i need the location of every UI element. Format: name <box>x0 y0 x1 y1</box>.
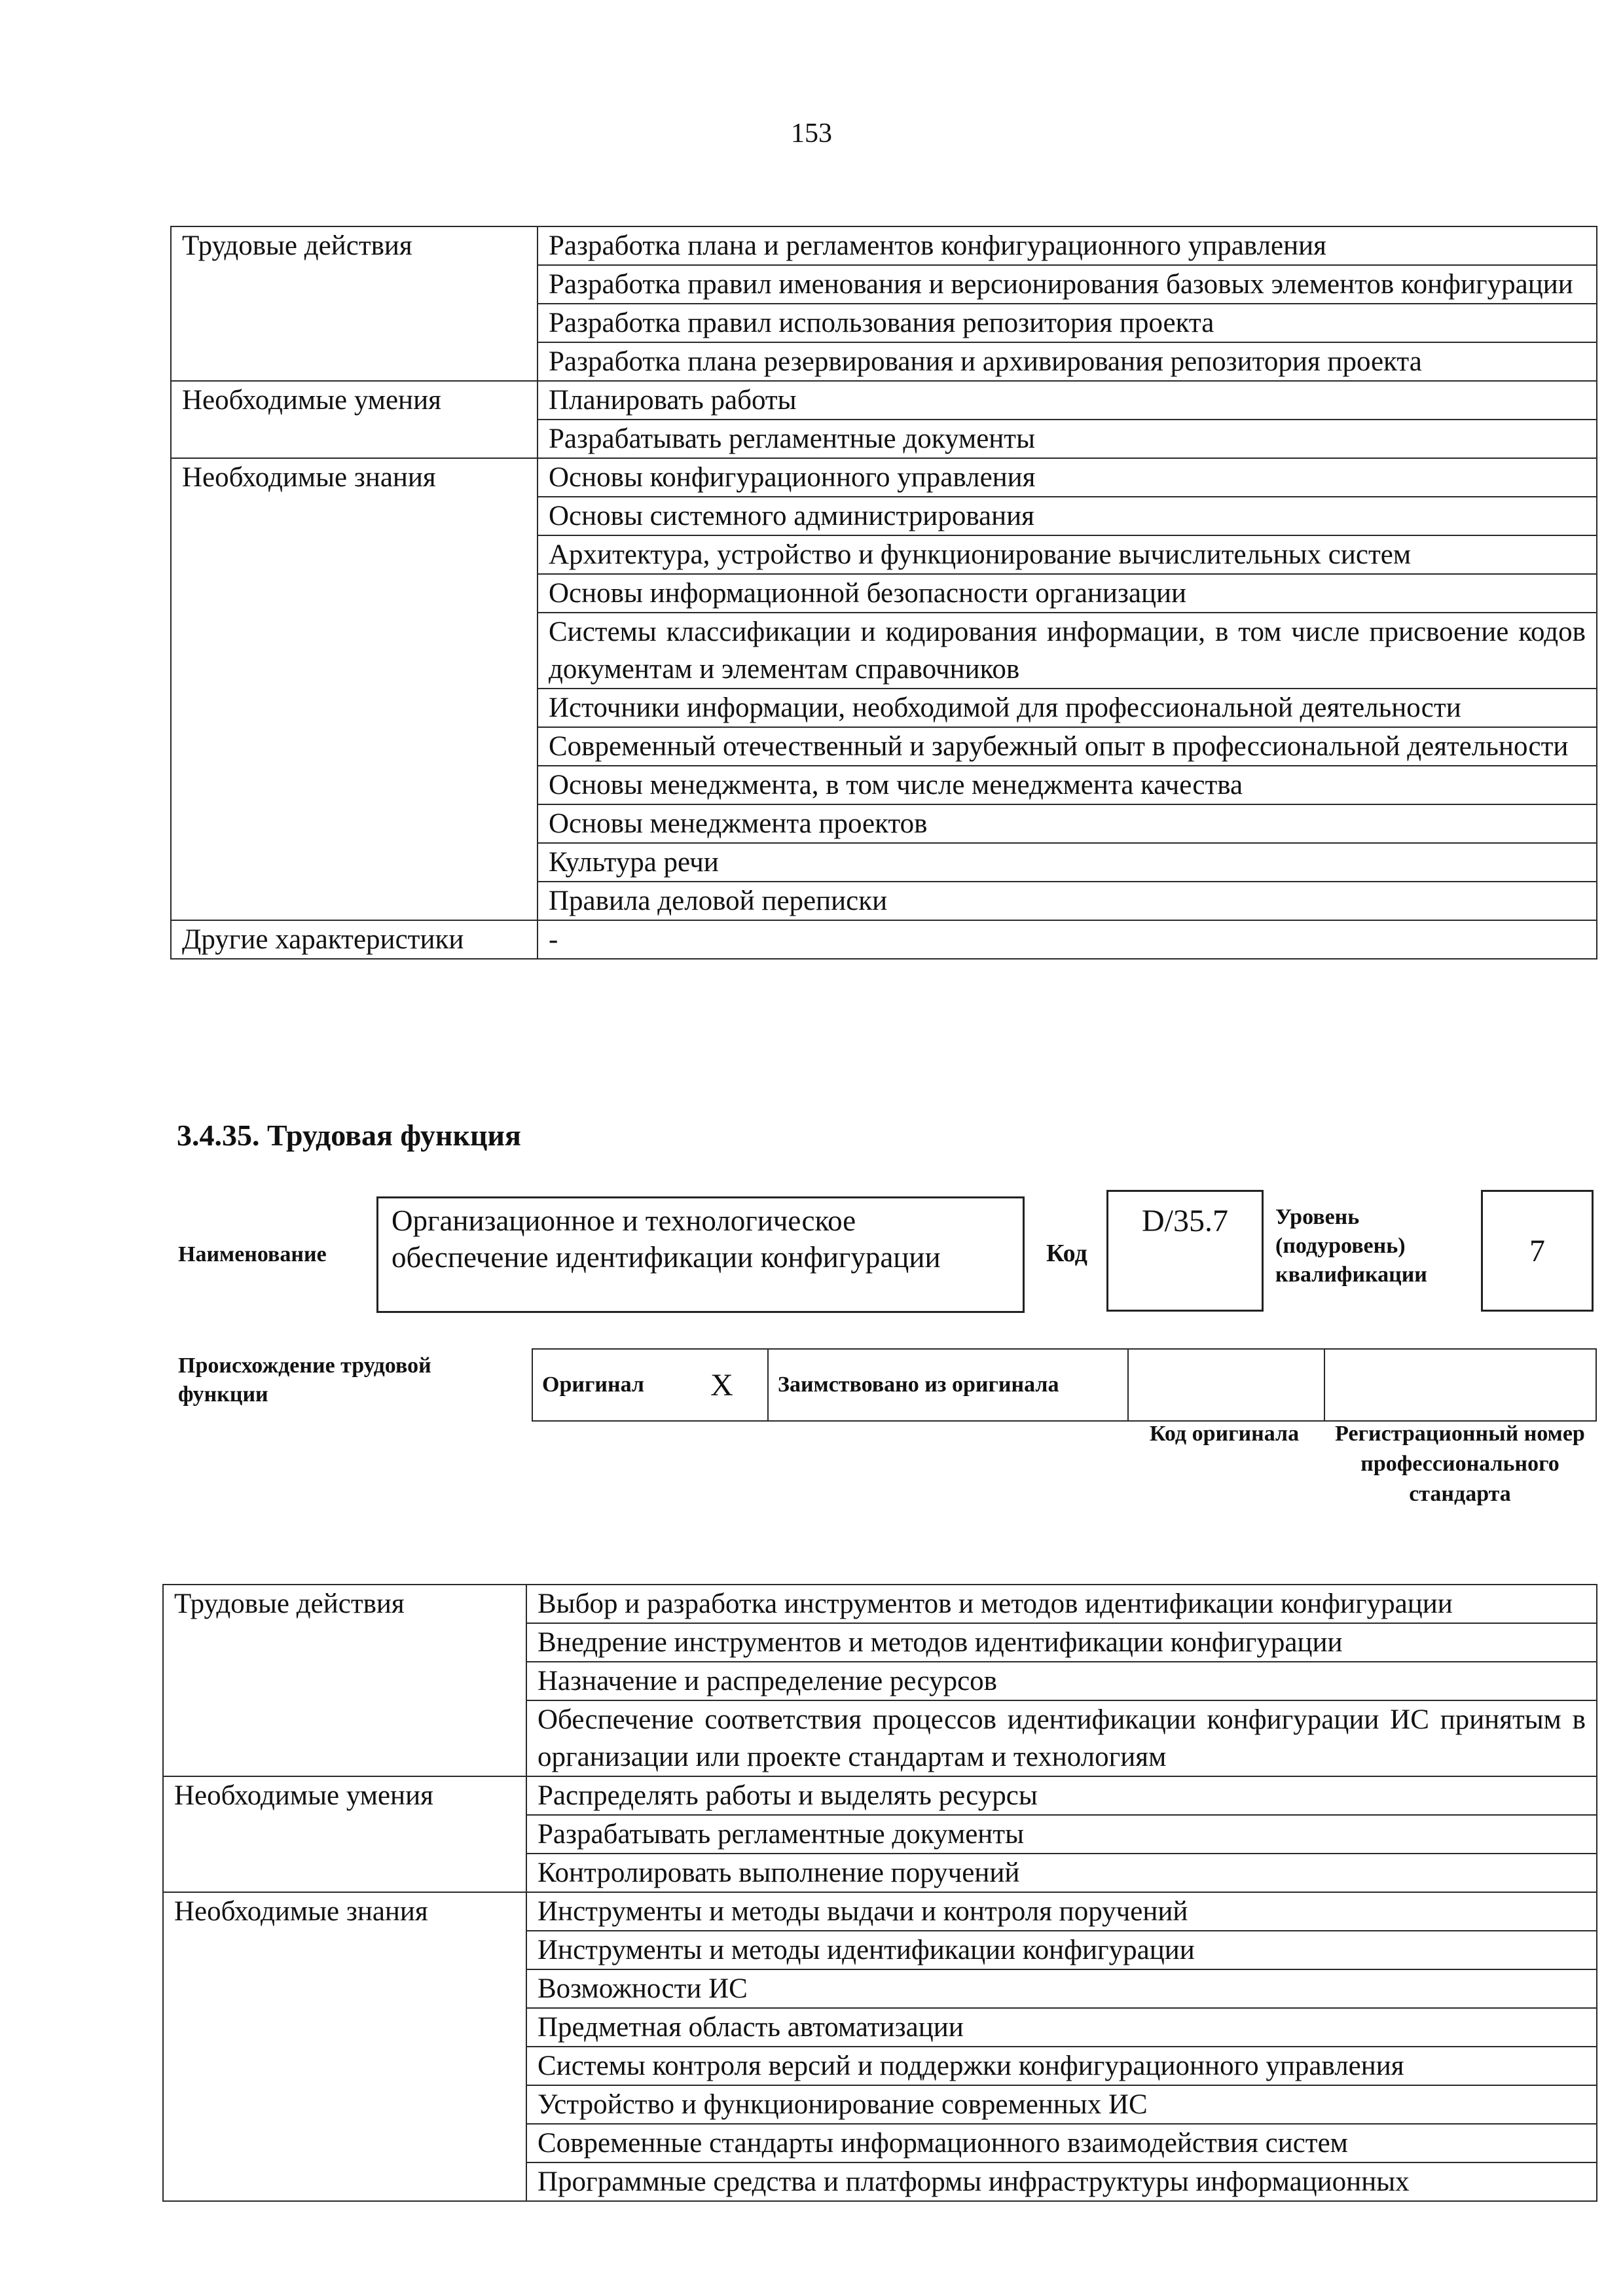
table-row <box>171 920 1597 959</box>
item-cell: Основы менеджмента проектов <box>538 804 1597 843</box>
item-cell: Назначение и распределение ресурсов <box>526 1662 1597 1700</box>
item-cell: Разработка плана резервирования и архивирования репозитория проекта <box>538 342 1597 381</box>
table-row <box>171 766 1597 804</box>
item-cell: Современные стандарты информационного взаимодействия систем <box>526 2124 1597 2162</box>
borrowed-label: Заимствовано из оригинала <box>768 1349 1128 1421</box>
item-cell: Основы информационной безопасности организации <box>538 574 1597 613</box>
original-mark: X <box>676 1349 768 1421</box>
table-row <box>163 1623 1597 1662</box>
category-cell <box>171 804 538 843</box>
item-cell: Системы классификации и кодирования информации, в том числе присвоение кодов документам и элементам справочников <box>538 613 1597 689</box>
qualification-level-label: Уровень (подуровень) квалификации <box>1275 1205 1427 1287</box>
table-row <box>171 265 1597 304</box>
table-row <box>171 613 1597 689</box>
category-cell <box>163 1700 526 1776</box>
category-cell <box>163 1931 526 1969</box>
page-number: 153 <box>791 118 832 149</box>
table-row <box>171 689 1597 727</box>
category-cell <box>171 613 538 689</box>
category-cell <box>163 1623 526 1662</box>
name-label: Наименование <box>178 1242 327 1266</box>
category-cell <box>163 1815 526 1854</box>
category-cell <box>163 2124 526 2162</box>
registration-number-cell <box>1324 1349 1596 1421</box>
category-cell <box>163 2047 526 2085</box>
item-cell: Внедрение инструментов и методов идентификации конфигурации <box>526 1623 1597 1662</box>
item-cell: Возможности ИС <box>526 1969 1597 2008</box>
table-row <box>163 1700 1597 1776</box>
category-cell: Трудовые действия <box>163 1585 526 1623</box>
item-cell: Разрабатывать регламентные документы <box>526 1815 1597 1854</box>
table-row <box>163 1892 1597 1931</box>
category-cell: Необходимые знания <box>163 1892 526 1931</box>
category-cell <box>171 342 538 381</box>
category-cell: Другие характеристики <box>171 920 538 959</box>
item-cell: Предметная область автоматизации <box>526 2008 1597 2047</box>
table-row <box>163 2047 1597 2085</box>
table-row <box>171 727 1597 766</box>
original-code-caption: Код оригинала <box>1149 1422 1300 1446</box>
category-cell <box>163 2085 526 2124</box>
table-row <box>171 304 1597 342</box>
item-cell: Планировать работы <box>538 381 1597 420</box>
table-row <box>163 2085 1597 2124</box>
item-cell: Выбор и разработка инструментов и методов идентификации конфигурации <box>526 1585 1597 1623</box>
table-row <box>171 226 1597 265</box>
category-cell <box>163 1969 526 2008</box>
table-row <box>171 420 1597 458</box>
category-cell <box>171 882 538 920</box>
category-cell <box>171 497 538 535</box>
category-cell: Необходимые умения <box>171 381 538 420</box>
registration-number-caption: Регистрационный номер профессионального стандарта <box>1335 1422 1585 1506</box>
table-row <box>163 2124 1597 2162</box>
item-cell: Распределять работы и выделять ресурсы <box>526 1776 1597 1815</box>
item-cell: Разрабатывать регламентные документы <box>538 420 1597 458</box>
table-row <box>163 1815 1597 1854</box>
category-cell <box>171 265 538 304</box>
item-cell: Культура речи <box>538 843 1597 882</box>
item-cell: Современный отечественный и зарубежный опыт в профессиональной деятельности <box>538 727 1597 766</box>
table-row <box>171 882 1597 920</box>
function-code-box: D/35.7 <box>1106 1190 1264 1312</box>
item-cell: Обеспечение соответствия процессов идентификации конфигурации ИС принятым в организации или проекте стандартам и технологиям <box>526 1700 1597 1776</box>
table-row <box>171 535 1597 574</box>
table-row <box>163 2162 1597 2201</box>
category-cell <box>171 843 538 882</box>
item-cell: - <box>538 920 1597 959</box>
item-cell: Системы контроля версий и поддержки конфигурационного управления <box>526 2047 1597 2085</box>
category-cell <box>163 2162 526 2201</box>
table-row <box>171 497 1597 535</box>
table-row <box>171 804 1597 843</box>
origin-table <box>532 1348 1597 1422</box>
origin-label: Происхождение трудовой функции <box>178 1354 431 1407</box>
item-cell: Разработка правил именования и версионирования базовых элементов конфигурации <box>538 265 1597 304</box>
table-row <box>163 1585 1597 1623</box>
table-row <box>163 1931 1597 1969</box>
category-cell <box>171 420 538 458</box>
table-row <box>163 1776 1597 1815</box>
item-cell: Архитектура, устройство и функционирование вычислительных систем <box>538 535 1597 574</box>
requirements-table-2 <box>162 1584 1597 2202</box>
category-cell <box>163 2008 526 2047</box>
category-cell: Необходимые знания <box>171 458 538 497</box>
item-cell: Инструменты и методы выдачи и контроля поручений <box>526 1892 1597 1931</box>
table-row <box>163 2008 1597 2047</box>
item-cell: Контролировать выполнение поручений <box>526 1854 1597 1892</box>
table-row <box>163 1854 1597 1892</box>
item-cell: Основы конфигурационного управления <box>538 458 1597 497</box>
category-cell <box>171 766 538 804</box>
category-cell: Трудовые действия <box>171 226 538 265</box>
table-row <box>171 843 1597 882</box>
original-code-cell <box>1128 1349 1324 1421</box>
item-cell: Основы системного администрирования <box>538 497 1597 535</box>
item-cell: Устройство и функционирование современных ИС <box>526 2085 1597 2124</box>
table-row <box>171 574 1597 613</box>
item-cell: Основы менеджмента, в том числе менеджмента качества <box>538 766 1597 804</box>
category-cell <box>171 574 538 613</box>
table-row <box>171 458 1597 497</box>
category-cell <box>171 727 538 766</box>
table-row <box>171 342 1597 381</box>
code-label: Код <box>1046 1240 1087 1267</box>
section-heading: 3.4.35. Трудовая функция <box>177 1119 521 1152</box>
category-cell <box>171 304 538 342</box>
item-cell: Программные средства и платформы инфраструктуры информационных <box>526 2162 1597 2201</box>
category-cell <box>171 535 538 574</box>
item-cell: Источники информации, необходимой для профессиональной деятельности <box>538 689 1597 727</box>
item-cell: Правила деловой переписки <box>538 882 1597 920</box>
function-name-box: Организационное и технологическое обеспечение идентификации конфигурации <box>376 1196 1025 1313</box>
original-label: Оригинал <box>532 1349 676 1421</box>
category-cell <box>171 689 538 727</box>
category-cell: Необходимые умения <box>163 1776 526 1815</box>
item-cell: Инструменты и методы идентификации конфигурации <box>526 1931 1597 1969</box>
category-cell <box>163 1854 526 1892</box>
qualification-level-box: 7 <box>1481 1190 1594 1312</box>
item-cell: Разработка правил использования репозитория проекта <box>538 304 1597 342</box>
table-row <box>171 381 1597 420</box>
table-row <box>163 1662 1597 1700</box>
category-cell <box>163 1662 526 1700</box>
item-cell: Разработка плана и регламентов конфигурационного управления <box>538 226 1597 265</box>
table-row <box>163 1969 1597 2008</box>
requirements-table-1 <box>170 226 1597 960</box>
